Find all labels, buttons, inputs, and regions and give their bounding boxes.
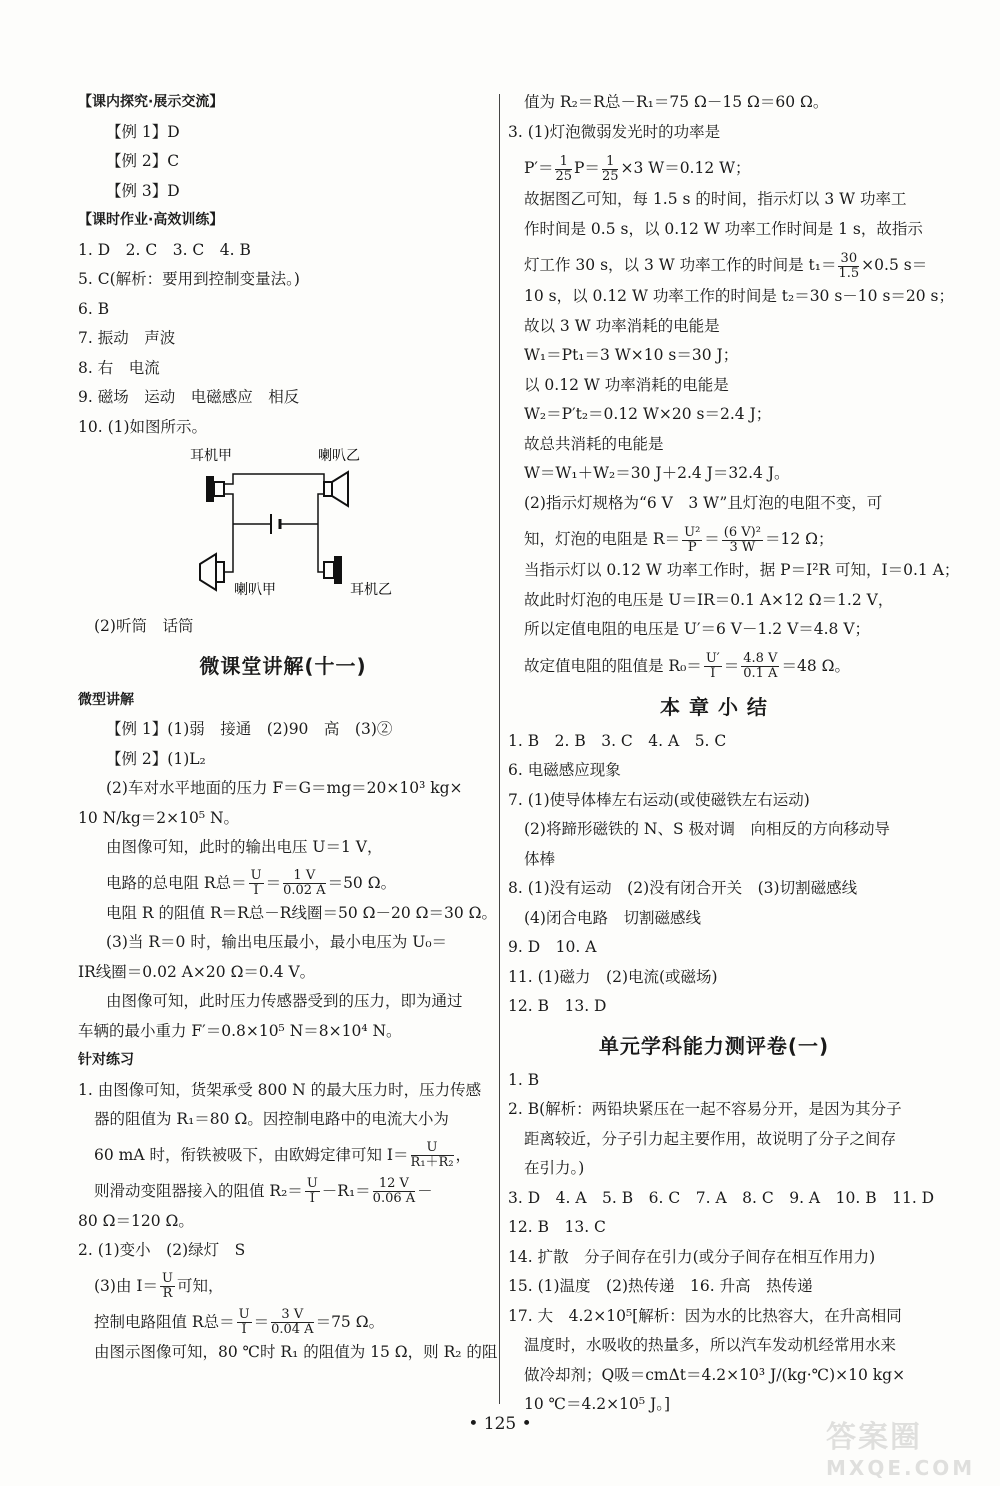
- fraction: $\frac{U}{\text{R₁＋R₂}}$: [410, 1140, 454, 1170]
- fraction: $\frac{12 V}{0.06 A}$: [372, 1176, 416, 1206]
- answer-line: 3. (1)灯泡微弱发光时的功率是: [508, 122, 721, 141]
- fraction: $\frac{1}{25}$: [555, 153, 572, 184]
- fraction: $\frac{1}{25}$: [601, 153, 619, 184]
- answer-line: 1. D 2. C 3. C 4. B: [78, 240, 251, 259]
- fraction: $\frac{1 V}{0.02 A}$: [283, 868, 326, 898]
- answer-line: 由图示图像可知，80 ℃时 R₁ 的阻值为 15 Ω，则 R₂ 的阻: [94, 1342, 498, 1361]
- answer-line: 器的阻值为 R₁＝80 Ω。因控制电路中的电流大小为: [94, 1110, 449, 1128]
- answer-line: 10. (1)如图所示。: [78, 417, 208, 436]
- fraction: $\frac{U}{I}$: [306, 1176, 318, 1206]
- answer-line: 以 0.12 W 功率消耗的电能是: [524, 375, 729, 394]
- watermark-url: MXQE.COM: [826, 1456, 976, 1480]
- answer-line: (2)车对水平地面的压力 F＝G＝mg＝20×10³ kg×: [106, 779, 463, 797]
- answer-line: W₁＝Pt₁＝3 W×10 s＝30 J；: [524, 346, 739, 364]
- answer-line: 故以 3 W 功率消耗的电能是: [524, 316, 720, 335]
- answer-line: (2)指示灯规格为“6 V 3 W”且灯泡的电阻不变，可: [524, 493, 883, 512]
- answer-line: 8. 右 电流: [78, 358, 160, 377]
- formula-line: P′＝ $\frac{1}{25}$ P＝ $\frac{1}{25}$ ×3 W＝0.12 W；: [524, 153, 751, 184]
- answer-line: 10 s，以 0.12 W 功率工作的时间是 t₂＝30 s－10 s＝20 s；: [524, 287, 955, 305]
- speaker-a-icon: [200, 554, 224, 590]
- answer-line: 2. B(解析：两铅块紧压在一起不容易分开，是因为其分子: [508, 1100, 902, 1118]
- circuit-svg: [78, 444, 488, 614]
- answer-line: 3. D 4. A 5. B 6. C 7. A 8. C 9. A 10. B 11. D: [508, 1188, 935, 1207]
- answer-line: 【例 1】(1)弱 接通 (2)90 高 (3)②: [106, 720, 393, 738]
- answer-line: 1. B 2. B 3. C 4. A 5. C: [508, 731, 727, 750]
- answer-line: 9. D 10. A: [508, 938, 597, 956]
- fraction: $\frac{30}{1.5}$: [838, 250, 860, 281]
- fraction: $\frac{U}{R}$: [162, 1271, 173, 1301]
- fraction: $\frac{3 V}{0.04 A}$: [271, 1307, 314, 1337]
- answer-line: 作时间是 0.5 s，以 0.12 W 功率工作时间是 1 s，故指示: [524, 219, 923, 238]
- answer-line: 11. (1)磁力 (2)电流(或磁场): [508, 967, 718, 986]
- answer-line: (3)当 R＝0 时，输出电压最小，最小电压为 U₀＝: [106, 933, 448, 951]
- answer-line: 车辆的最小重力 F′＝0.8×10⁵ N＝8×10⁴ N。: [78, 1021, 402, 1040]
- answer-line: 值为 R₂＝R总－R₁＝75 Ω－15 Ω＝60 Ω。: [524, 93, 829, 111]
- fraction: $\frac{U}{I}$: [238, 1307, 250, 1337]
- answer-line: 15. (1)温度 (2)热传递 16. 升高 热传递: [508, 1277, 813, 1295]
- formula-line: 60 mA 时，衔铁被吸下，由欧姆定律可知 I＝ $\frac{U}{\text{R₁＋R₂}}$ ，: [94, 1140, 472, 1170]
- fraction: $\frac{U}{I}$: [250, 868, 262, 898]
- formula-line: 灯工作 30 s，以 3 W 功率工作的时间是 t₁＝ $\frac{30}{1.5}$ ×0.5 s＝: [524, 250, 928, 281]
- answer-line: 12. B 13. D: [508, 997, 607, 1015]
- circuit-wires: [224, 474, 324, 572]
- answer-line: W₂＝P′t₂＝0.12 W×20 s＝2.4 J；: [524, 405, 772, 423]
- answer-line: 由图像可知，此时的输出电压 U＝1 V，: [106, 838, 383, 856]
- answer-line: (4)闭合电路 切割磁感线: [524, 908, 701, 927]
- answer-line: 电阻 R 的阻值 R＝R总－R线圈＝50 Ω－20 Ω＝30 Ω。: [106, 903, 497, 922]
- answer-line: 80 Ω＝120 Ω。: [78, 1211, 194, 1230]
- answer-line: 所以定值电阻的电压是 U′＝6 V－1.2 V＝4.8 V；: [524, 620, 871, 638]
- fraction: $\frac{\text{(6 V)²}}{3 W}$: [723, 524, 761, 555]
- answer-line: 9. 磁场 运动 电磁感应 相反: [78, 388, 300, 406]
- answer-line: 体棒: [524, 849, 556, 868]
- answer-line: 10 ℃＝4.2×10⁵ J。]: [524, 1395, 671, 1413]
- section-heading: 单元学科能力测评卷(一): [598, 1033, 830, 1058]
- section-title: 【课时作业·高效训练】: [78, 212, 224, 228]
- subsection-title: 微型讲解: [78, 691, 134, 708]
- answer-line: W＝W₁＋W₂＝30 J＋2.4 J＝32.4 J。: [524, 464, 790, 482]
- answer-line: 6. B: [78, 299, 110, 318]
- fraction: $\frac{4.8 V}{0.1 A}$: [743, 651, 778, 681]
- answer-line: 故据图乙可知，每 1.5 s 的时间，指示灯以 3 W 功率工: [524, 190, 907, 208]
- fraction: $\frac{\text{U²}}{P}$: [684, 524, 701, 555]
- earphone-a-icon: [206, 476, 224, 502]
- answer-line: (2)听筒 话筒: [94, 617, 194, 635]
- answer-line: 6. 电磁感应现象: [508, 761, 621, 779]
- answer-line: 【例 2】C: [106, 152, 180, 170]
- answer-line: 故此时灯泡的电压是 U＝IR＝0.1 A×12 Ω＝1.2 V，: [524, 590, 894, 609]
- right-column: [508, 90, 960, 1422]
- answer-line: 温度时，水吸收的热量多，所以汽车发动机经常用水来: [524, 1336, 897, 1354]
- formula-line: 控制电路阻值 R总＝ $\frac{U}{I}$ ＝ $\frac{3 V}{0.04 A}$ ＝75 Ω。: [94, 1307, 385, 1337]
- label-earphone-b: 耳机乙: [350, 582, 392, 598]
- answer-line: 1. 由图像可知，货架承受 800 N 的最大压力时，压力传感: [78, 1080, 482, 1099]
- fraction: $\frac{U'}{I}$: [705, 651, 720, 681]
- formula-line: (3)由 I＝ $\frac{U}{R}$ 可知，: [94, 1271, 224, 1301]
- label-speaker-b: 喇叭乙: [318, 448, 360, 464]
- watermark-text: 答案圈: [826, 1420, 922, 1455]
- formula-line: 则滑动变阻器接入的阻值 R₂＝ $\frac{U}{I}$ －R₁＝ $\frac{12 V}{0.06 A}$ －: [94, 1176, 433, 1206]
- answer-line: 8. (1)没有运动 (2)没有闭合开关 (3)切割磁感线: [508, 879, 858, 897]
- subsection-title: 针对练习: [78, 1052, 134, 1068]
- answer-line: 12. B 13. C: [508, 1218, 606, 1236]
- answer-line: 2. (1)变小 (2)绿灯 S: [78, 1241, 246, 1259]
- column-divider: [499, 94, 500, 1404]
- label-speaker-a: 喇叭甲: [234, 582, 276, 598]
- answer-line: 【例 1】D: [106, 122, 180, 141]
- speaker-b-icon: [324, 472, 348, 506]
- circuit-diagram: [78, 444, 488, 614]
- answer-line: 距离较近，分子引力起主要作用，故说明了分子之间存: [524, 1129, 897, 1148]
- watermark-logo: [826, 1412, 976, 1480]
- answer-line: 故总共消耗的电能是: [524, 434, 664, 453]
- earphone-b-icon: [324, 556, 342, 584]
- answer-line: 当指示灯以 0.12 W 功率工作时，据 P＝I²R 可知，I＝0.1 A；: [524, 561, 960, 579]
- label-earphone-a: 耳机甲: [190, 448, 232, 464]
- answer-line: 做冷却剂；Q吸＝cmΔt＝4.2×10³ J/(kg·℃)×10 kg×: [524, 1365, 906, 1384]
- answer-line: 17. 大 4.2×10⁵[解析：因为水的比热容大，在升高相同: [508, 1306, 902, 1325]
- answer-line: 14. 扩散 分子间存在引力(或分子间存在相互作用力): [508, 1247, 876, 1266]
- answer-line: (2)将蹄形磁铁的 N、S 极对调 向相反的方向移动导: [524, 820, 890, 838]
- answer-line: 7. 振动 声波: [78, 329, 176, 347]
- section-heading: 本 章 小 结: [660, 694, 768, 719]
- formula-line: 故定值电阻的阻值是 R₀＝ $\frac{U'}{I}$ ＝ $\frac{4.8 V}{0.1 A}$ ＝48 Ω。: [524, 651, 850, 681]
- answer-line: 由图像可知，此时压力传感器受到的压力，即为通过: [106, 992, 463, 1010]
- left-column: [78, 90, 498, 1369]
- answer-line: 1. B: [508, 1070, 540, 1089]
- answer-line: 【例 3】D: [106, 181, 180, 200]
- answer-line: 10 N/kg＝2×10⁵ N。: [78, 808, 240, 827]
- formula-line: 知，灯泡的电阻是 R＝ $\frac{\text{U²}}{P}$ ＝ $\frac{\text{(6 V)²}}{3 W}$ ＝12 Ω；: [524, 524, 834, 555]
- answer-line: 7. (1)使导体棒左右运动(或使磁铁左右运动): [508, 790, 810, 809]
- battery-icon: [271, 514, 280, 534]
- answer-line: 在引力。): [524, 1159, 585, 1177]
- formula-line: 电路的总电阻 R总＝ $\frac{U}{I}$ ＝ $\frac{1 V}{0.02 A}$ ＝50 Ω。: [106, 868, 397, 898]
- answer-line: 5. C(解析：要用到控制变量法。): [78, 270, 300, 288]
- answer-line: 【例 2】(1)L₂: [106, 749, 206, 768]
- section-title: 【课内探究·展示交流】: [78, 94, 224, 110]
- page-number: • 125 •: [468, 1414, 532, 1434]
- answer-line: IR线圈＝0.02 A×20 Ω＝0.4 V。: [78, 962, 316, 981]
- section-heading: 微课堂讲解(十一): [199, 653, 367, 678]
